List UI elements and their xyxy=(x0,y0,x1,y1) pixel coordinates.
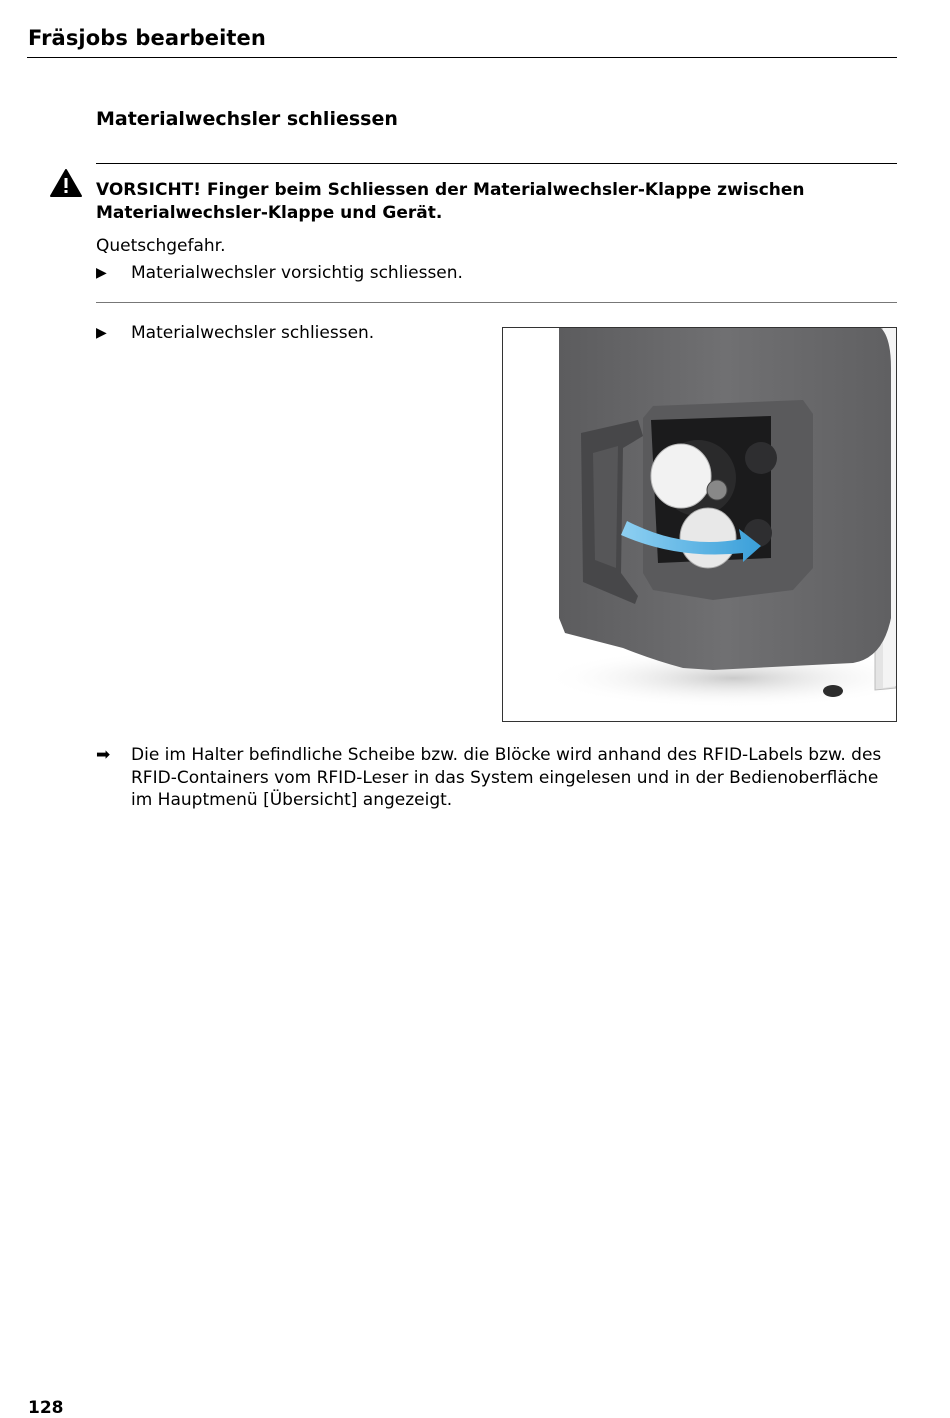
warning-action-text: Materialwechsler vorsichtig schliessen. xyxy=(131,263,463,283)
bullet-triangle-icon: ▶ xyxy=(96,325,107,341)
page-header-title: Fräsjobs bearbeiten xyxy=(28,26,266,50)
header-divider xyxy=(27,57,897,58)
result-arrow-icon: ➡ xyxy=(96,745,111,765)
section-title: Materialwechsler schliessen xyxy=(96,108,398,130)
warning-title: VORSICHT! Finger beim Schliessen der Materialwechsler-Klappe zwischen Materialwechsler-Klappe und Gerät. xyxy=(96,180,805,223)
device-drawing xyxy=(503,328,896,721)
step-text: Materialwechsler schliessen. xyxy=(131,323,375,343)
page-number: 128 xyxy=(28,1398,64,1418)
warning-description: Quetschgefahr. xyxy=(96,236,226,256)
bullet-triangle-icon: ▶ xyxy=(96,265,107,281)
warning-bottom-divider xyxy=(96,302,897,303)
material-changer-illustration xyxy=(502,327,897,722)
result-text: Die im Halter befindliche Scheibe bzw. die Blöcke wird anhand des RFID-Labels bzw. des RFID-Containers vom RFID-Leser in das System eingelesen und in der Bedienoberfläche im Hauptmenü [Übersicht] angezeigt. xyxy=(131,745,882,810)
warning-top-divider xyxy=(96,163,897,164)
warning-triangle-icon xyxy=(49,168,83,198)
